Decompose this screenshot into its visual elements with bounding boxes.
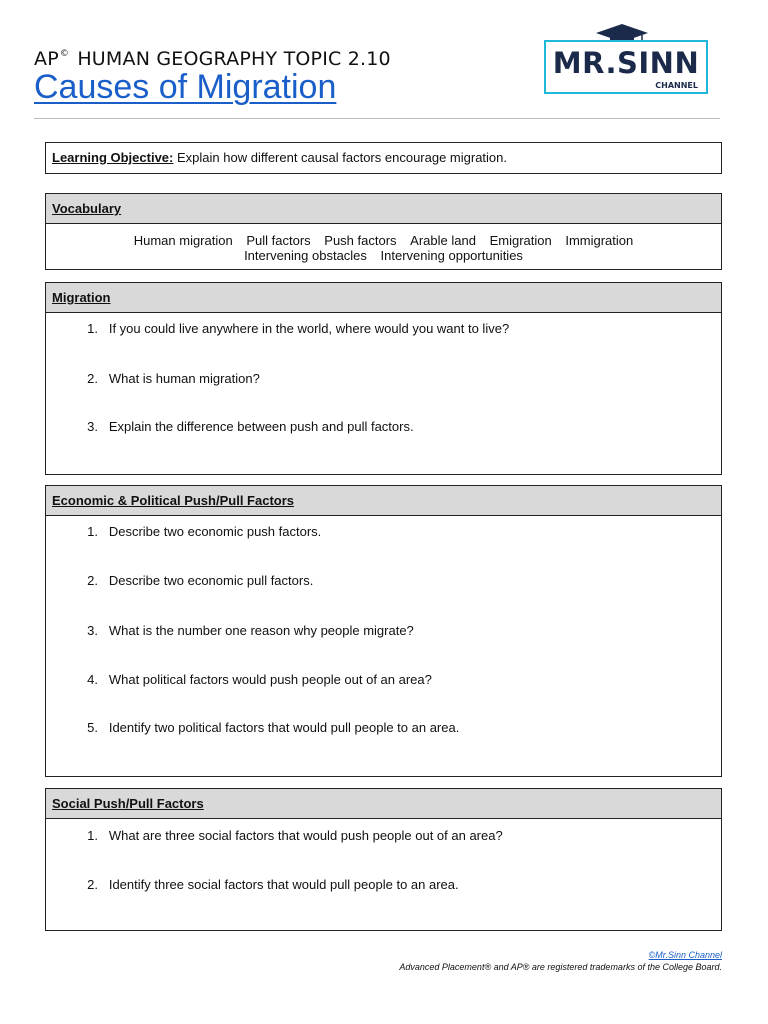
question-item: 5. Identify two political factors that would pull people to an area.	[87, 720, 460, 735]
vocab-term: Arable land	[410, 233, 476, 248]
logo-name: MR.SINN	[552, 46, 700, 80]
question-text: Identify two political factors that would pull people to an area.	[108, 720, 460, 735]
question-text: What political factors would push people out of an area?	[108, 672, 432, 687]
vocabulary-heading: Vocabulary	[46, 194, 721, 224]
migration-section	[45, 282, 722, 475]
section-heading: Social Push/Pull Factors	[46, 789, 721, 819]
vocabulary-terms	[46, 224, 721, 263]
question-text: What is human migration?	[108, 371, 260, 386]
copyright-link[interactable]: ©Mr.Sinn Channel	[648, 950, 722, 960]
vocab-term: Intervening opportunities	[380, 248, 523, 263]
logo-channel: CHANNEL	[655, 81, 698, 90]
question-item: 1. Describe two economic push factors.	[87, 524, 322, 539]
social-section	[45, 788, 722, 931]
header-divider	[34, 118, 720, 119]
subtitle-prefix: AP	[34, 48, 59, 70]
channel-logo	[544, 40, 708, 94]
question-item: 2. Identify three social factors that would pull people to an area.	[87, 877, 459, 892]
subtitle-rest: HUMAN GEOGRAPHY TOPIC 2.10	[77, 48, 391, 70]
objective-text: Explain how different causal factors encourage migration.	[177, 150, 508, 165]
objective-label: Learning Objective:	[52, 150, 174, 165]
question-text: What are three social factors that would push people out of an area?	[108, 828, 503, 843]
question-text: Identify three social factors that would pull people to an area.	[108, 877, 459, 892]
question-item: 2. Describe two economic pull factors.	[87, 573, 314, 588]
question-text: Describe two economic pull factors.	[108, 573, 314, 588]
learning-objective	[45, 142, 722, 174]
question-text: What is the number one reason why people migrate?	[108, 623, 414, 638]
subtitle-mark: ©	[59, 49, 70, 59]
question-item: 4. What political factors would push people out of an area?	[87, 672, 432, 687]
question-text: Explain the difference between push and pull factors.	[108, 419, 414, 434]
section-heading: Migration	[46, 283, 721, 313]
vocabulary-box	[45, 193, 722, 270]
question-item: 2. What is human migration?	[87, 371, 260, 386]
economic-political-section	[45, 485, 722, 777]
vocab-term: Emigration	[489, 233, 552, 248]
topic-subtitle	[34, 48, 391, 70]
question-item: 1. If you could live anywhere in the world, where would you want to live?	[87, 321, 510, 336]
vocabulary-line-1	[46, 233, 721, 248]
question-text: Describe two economic push factors.	[108, 524, 322, 539]
vocab-term: Pull factors	[246, 233, 311, 248]
question-item: 1. What are three social factors that would push people out of an area?	[87, 828, 503, 843]
question-text: If you could live anywhere in the world, where would you want to live?	[108, 321, 510, 336]
vocab-term: Immigration	[565, 233, 634, 248]
section-heading: Economic & Political Push/Pull Factors	[46, 486, 721, 516]
vocab-term: Intervening obstacles	[244, 248, 367, 263]
question-item: 3. Explain the difference between push and pull factors.	[87, 419, 414, 434]
vocab-term: Push factors	[324, 233, 397, 248]
trademark-notice: Advanced Placement® and AP® are registered trademarks of the College Board.	[399, 962, 722, 972]
page-title: Causes of Migration	[34, 68, 337, 106]
vocab-term: Human migration	[133, 233, 233, 248]
question-item: 3. What is the number one reason why people migrate?	[87, 623, 414, 638]
vocabulary-line-2	[46, 248, 721, 263]
